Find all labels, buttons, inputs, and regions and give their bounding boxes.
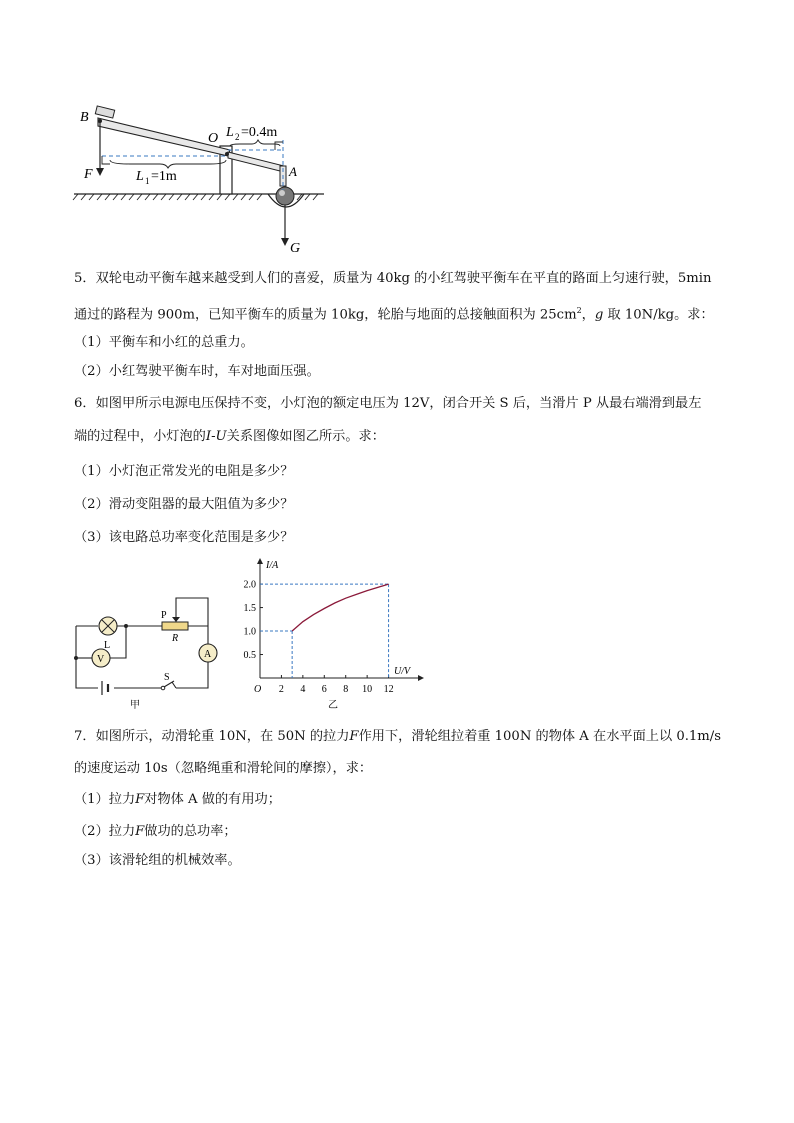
circuit-label-voltmeter: V <box>97 654 105 665</box>
chart-x-axis-label: U/V <box>394 666 411 677</box>
q5-line2-sup: 2 <box>576 306 582 315</box>
q6-line2-iu: I-U <box>205 429 227 444</box>
chart-y-tick-label: 2.0 <box>243 579 256 591</box>
q7-sub2 <box>74 823 237 841</box>
circuit-label-switch: S <box>164 672 170 683</box>
q7-sub3: （3）该滑轮组的机械效率。 <box>74 853 241 868</box>
label-l2: L <box>226 125 234 140</box>
label-g: G <box>290 241 301 256</box>
chart-x-tick-label: 2 <box>278 684 284 695</box>
chart-origin-label: O <box>254 684 262 695</box>
label-l1-val: =1m <box>151 169 177 184</box>
q6-sub2: （2）滑动变阻器的最大阻值为多少？ <box>74 497 294 512</box>
q5-sub1: （1）平衡车和小红的总重力。 <box>74 335 254 350</box>
q5-line1: 5．双轮电动平衡车越来越受到人们的喜爱，质量为 40kg 的小红驾驶平衡车在平直的路面上匀速行驶，5min <box>74 271 712 286</box>
chart-y-axis-label: I/A <box>266 560 279 571</box>
q5-line2-b: ， <box>581 307 595 323</box>
circuit-label-ammeter: A <box>204 649 212 660</box>
q7-sub1-b: 对物体 A 做的有用功； <box>144 792 281 807</box>
circuit-caption: 甲 <box>130 700 140 711</box>
q7-sub1-a: （1）拉力 <box>74 792 136 807</box>
q6-line2-b: 关系图像如图乙所示。求： <box>226 429 385 444</box>
circuit-label-rheostat: R <box>172 633 179 644</box>
q6-line1: 6．如图甲所示电源电压保持不变，小灯泡的额定电压为 12V，闭合开关 S 后，当滑片 P 从最右端滑到最左 <box>74 396 702 411</box>
circuit-figure <box>70 590 220 715</box>
label-f: F <box>84 167 93 182</box>
q7-sub2-a: （2）拉力 <box>74 824 136 839</box>
q6-line2-a: 端的过程中，小灯泡的 <box>74 429 206 444</box>
circuit-label-lamp: L <box>104 640 111 651</box>
chart-x-tick-label: 12 <box>383 684 394 695</box>
q7-line1-b: 作用下，滑轮组拉着重 100N 的物体 A 在水平面上以 0.1m/s <box>358 729 722 744</box>
q5-line2-g: g <box>594 307 604 323</box>
circuit-label-slider: P <box>161 610 167 621</box>
q6-sub1: （1）小灯泡正常发光的电阻是多少？ <box>74 464 294 479</box>
q7-line2: 的速度运动 10s（忽略绳重和滑轮间的摩擦），求： <box>74 761 373 776</box>
chart-x-tick-label: 8 <box>343 684 349 695</box>
q6-sub3: （3）该电路总功率变化范围是多少？ <box>74 530 294 545</box>
iu-chart <box>236 558 426 718</box>
chart-series-line <box>292 584 388 631</box>
chart-x-tick-label: 4 <box>300 684 306 695</box>
q5-line2-a: 通过的路程为 900m，已知平衡车的质量为 10kg，轮胎与地面的总接触面积为 25cm <box>74 307 577 323</box>
chart-y-tick-label: 1.0 <box>243 626 256 638</box>
label-a: A <box>289 164 297 179</box>
label-o: O <box>208 131 219 146</box>
q5-sub2: （2）小红驾驶平衡车时，车对地面压强。 <box>74 364 320 379</box>
chart-y-axis-arrow <box>257 558 263 564</box>
label-l2-sub: 2 <box>235 132 240 142</box>
chart-y-tick-label: 0.5 <box>243 650 256 662</box>
lever-figure <box>70 100 330 260</box>
q7-line1 <box>74 728 721 746</box>
q7-sub2-b: 做功的总功率； <box>144 824 237 839</box>
q7-sub1-f: F <box>135 792 145 807</box>
chart-caption: 乙 <box>328 700 338 711</box>
q7-sub1 <box>74 791 281 809</box>
label-l1-sub: 1 <box>145 176 150 186</box>
chart-x-axis-arrow <box>418 675 424 681</box>
q6-line2 <box>74 428 385 446</box>
label-l2-val: =0.4m <box>241 125 278 140</box>
q7-line1-a: 7．如图所示，动滑轮重 10N，在 50N 的拉力 <box>74 729 350 744</box>
q7-line1-f: F <box>349 729 359 744</box>
label-b: B <box>80 110 89 125</box>
q5-line2 <box>74 302 714 324</box>
q7-sub2-f: F <box>135 824 145 839</box>
chart-x-tick-label: 6 <box>321 684 327 695</box>
label-l1: L <box>136 169 144 184</box>
q5-line2-c: 取 10N/kg。求： <box>603 307 714 323</box>
chart-x-tick-label: 10 <box>362 684 373 695</box>
chart-y-tick-label: 1.5 <box>243 603 256 615</box>
